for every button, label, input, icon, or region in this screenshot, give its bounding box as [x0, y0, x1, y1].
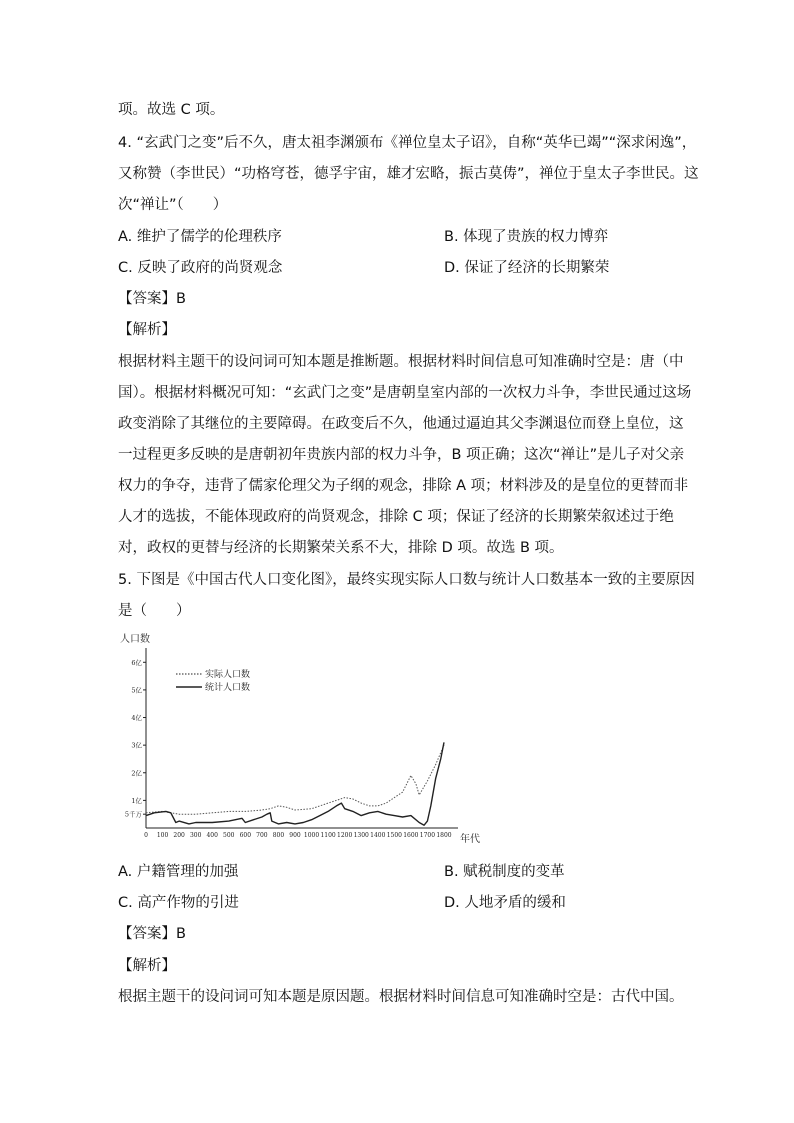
legend-label: 统计人口数	[205, 683, 251, 693]
option-d: D. 保证了经济的长期繁荣	[444, 260, 610, 276]
y-tick-label: 6亿	[131, 658, 142, 667]
x-tick-label: 1200	[337, 832, 353, 839]
y-tick-label: 1亿	[131, 796, 142, 805]
x-tick-label: 300	[189, 832, 202, 839]
question-5-stem: 是（ ）	[118, 603, 191, 619]
option-d: D. 人地矛盾的缓和	[444, 895, 566, 911]
y-tick-label: 3亿	[131, 741, 142, 750]
x-tick-label: 1400	[370, 832, 386, 839]
population-chart-svg	[118, 628, 498, 850]
x-tick-label: 800	[272, 832, 285, 839]
x-tick-label: 1000	[303, 832, 320, 839]
option-b: B. 体现了贵族的权力博弈	[444, 229, 609, 245]
x-tick-label: 1800	[436, 832, 452, 839]
analysis-heading: 【解析】	[118, 958, 176, 974]
analysis-text: 对，政权的更替与经济的长期繁荣关系不大，排除 D 项。故选 B 项。	[118, 540, 564, 556]
y-tick-label: 2亿	[131, 769, 142, 778]
series-line-statistical	[146, 742, 444, 825]
x-axis-title: 年代	[460, 834, 480, 845]
analysis-text: 根据主题干的设问词可知本题是原因题。根据材料时间信息可知准确时空是：古代中国。	[118, 989, 684, 1005]
analysis-text: 一过程更多反映的是唐朝初年贵族内部的权力斗争，B 项正确；这次“禅让”是儿子对父亲	[118, 447, 685, 463]
question-4-stem: 次“禅让”（ ）	[118, 197, 228, 213]
x-tick-label: 0	[144, 832, 148, 839]
x-tick-label: 1600	[403, 832, 419, 839]
question-5-stem: 5. 下图是《中国古代人口变化图》，最终实现实际人口数与统计人口数基本一致的主要原因	[118, 572, 695, 588]
analysis-text: 根据材料主题干的设问词可知本题是推断题。根据材料时间信息可知准确时空是：唐（中	[118, 354, 684, 370]
text-line: 项。故选 C 项。	[118, 102, 225, 118]
y-tick-label: 4亿	[131, 714, 142, 723]
option-c: C. 高产作物的引进	[118, 895, 239, 911]
analysis-heading: 【解析】	[118, 322, 176, 338]
analysis-text: 政变消除了其继位的主要障碍。在政变后不久，他通过逼迫其父李渊退位而登上皇位，这	[118, 416, 684, 432]
series-line-actual	[146, 745, 444, 814]
question-4-stem: 4. “玄武门之变”后不久，唐太祖李渊颁布《禅位皇太子诏》，自称“英华已竭”“深求闲逸”，	[118, 135, 697, 151]
x-tick-label: 200	[173, 832, 185, 839]
x-tick-label: 500	[223, 832, 235, 839]
x-tick-label: 600	[239, 832, 252, 839]
option-a: A. 户籍管理的加强	[118, 864, 239, 880]
question-4-stem: 又称赞（李世民）“功格穹苍，德孚宇宙，雄才宏略，振古莫俦”，禅位于皇太子李世民。这	[118, 166, 699, 182]
option-b: B. 赋税制度的变革	[444, 864, 565, 880]
y-tick-label: 5亿	[131, 686, 142, 695]
analysis-text: 人才的选拔，不能体现政府的尚贤观念，排除 C 项；保证了经济的长期繁荣叙述过于绝	[118, 509, 674, 525]
y-tick-label: 5千万	[124, 810, 142, 819]
option-c: C. 反映了政府的尚贤观念	[118, 260, 283, 276]
x-tick-label: 400	[206, 832, 218, 839]
answer-label: 【答案】B	[118, 926, 186, 942]
population-chart	[118, 628, 498, 850]
x-tick-label: 1500	[386, 832, 402, 839]
x-tick-label: 700	[256, 832, 268, 839]
x-tick-label: 1700	[419, 832, 436, 839]
x-tick-label: 1100	[320, 832, 336, 839]
x-tick-label: 1300	[353, 832, 369, 839]
x-tick-label: 100	[156, 832, 169, 839]
legend-label: 实际人口数	[205, 670, 251, 680]
y-axis-title: 人口数	[120, 634, 150, 645]
answer-label: 【答案】B	[118, 291, 186, 307]
x-tick-label: 900	[289, 832, 301, 839]
option-a: A. 维护了儒学的伦理秩序	[118, 229, 282, 245]
analysis-text: 国）。根据材料概况可知：“玄武门之变”是唐朝皇室内部的一次权力斗争，李世民通过这场	[118, 385, 692, 401]
analysis-text: 权力的争夺，违背了儒家伦理父为子纲的观念，排除 A 项；材料涉及的是皇位的更替而非	[118, 478, 689, 494]
